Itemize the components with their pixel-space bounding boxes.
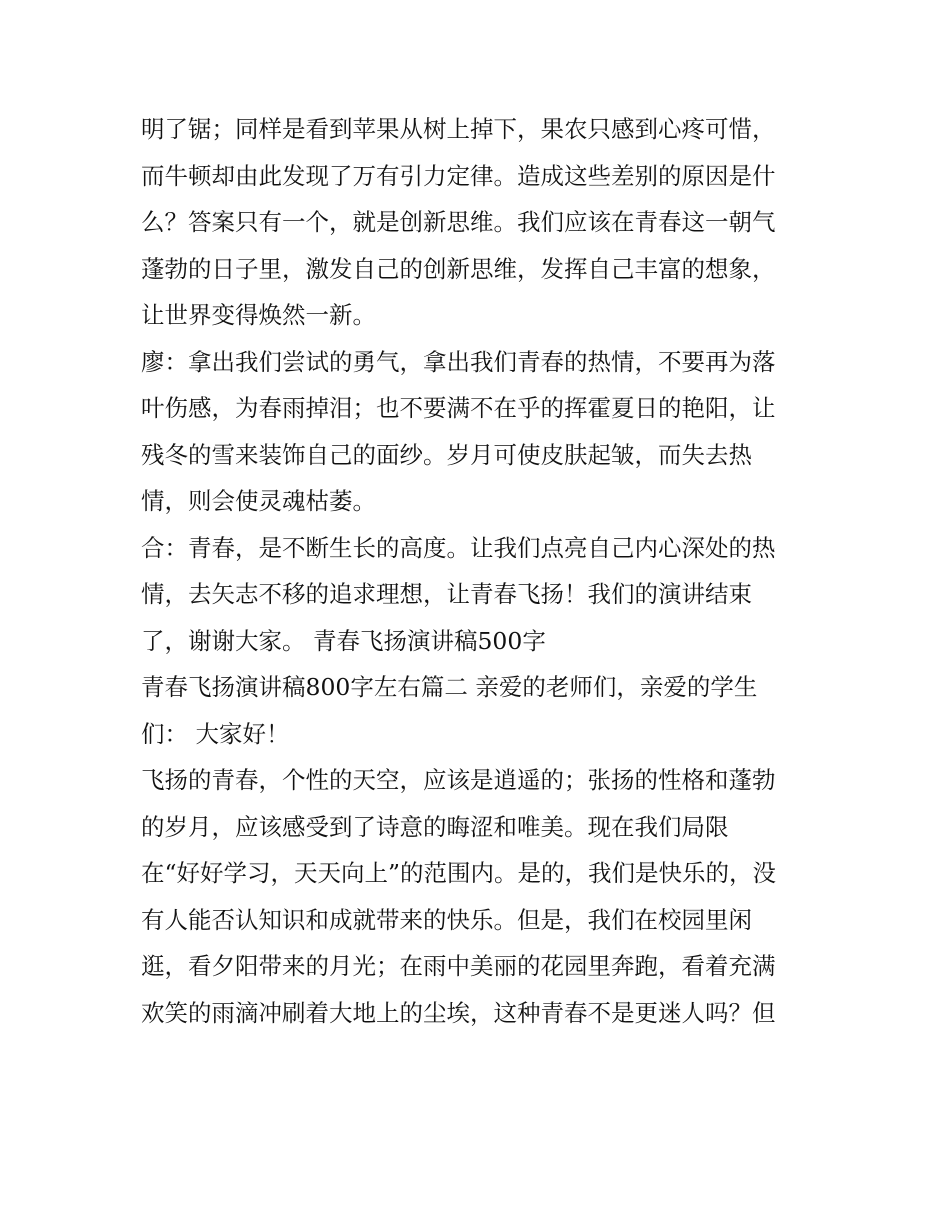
text-line: 蓬勃的日子里，激发自己的创新思维，发挥自己丰富的想象， [141,254,776,283]
text-line: 的岁月，应该感受到了诗意的晦涩和唯美。现在我们局限 [141,812,729,841]
text-line: 在“好好学习，天天向上”的范围内。是的，我们是快乐的，没 [141,859,777,887]
body-text [141,106,821,1036]
text-line: 情，去矢志不移的追求理想，让青春飞扬！我们的演讲结束 [141,580,752,608]
text-line: 残冬的雪来装饰自己的面纱。岁月可使皮肤起皱，而失去热 [141,440,752,469]
text-line: 明了锯；同样是看到苹果从树上掉下，果农只感到心疼可惜， [141,115,776,143]
text-line: 了，谢谢大家。 青春飞扬演讲稿500字 [141,626,546,655]
text-line: 么？答案只有一个，就是创新思维。我们应该在青春这一朝气 [141,208,776,236]
text-line: 叶伤感，为春雨掉泪；也不要满不在乎的挥霍夏日的艳阳，让 [141,394,776,422]
text-line: 情，则会使灵魂枯萎。 [141,487,376,515]
text-line: 青春飞扬演讲稿800字左右篇二 亲爱的老师们，亲爱的学生 [141,673,758,701]
text-line: 飞扬的青春，个性的天空，应该是逍遥的；张扬的性格和蓬勃 [141,766,776,794]
text-line: 合：青春，是不断生长的高度。让我们点亮自己内心深处的热 [141,533,776,562]
text-line: 们： 大家好！ [141,719,290,748]
text-line: 逛，看夕阳带来的月光；在雨中美丽的花园里奔跑，看着充满 [141,952,776,980]
text-line: 而牛顿却由此发现了万有引力定律。造成这些差别的原因是什 [141,161,776,190]
text-line: 让世界变得焕然一新。 [141,301,376,329]
text-line: 有人能否认知识和成就带来的快乐。但是，我们在校园里闲 [141,905,752,934]
text-line: 欢笑的雨滴冲刷着大地上的尘埃，这种青春不是更迷人吗？但 [141,998,776,1027]
text-line: 廖：拿出我们尝试的勇气，拿出我们青春的热情，不要再为落 [141,347,776,376]
